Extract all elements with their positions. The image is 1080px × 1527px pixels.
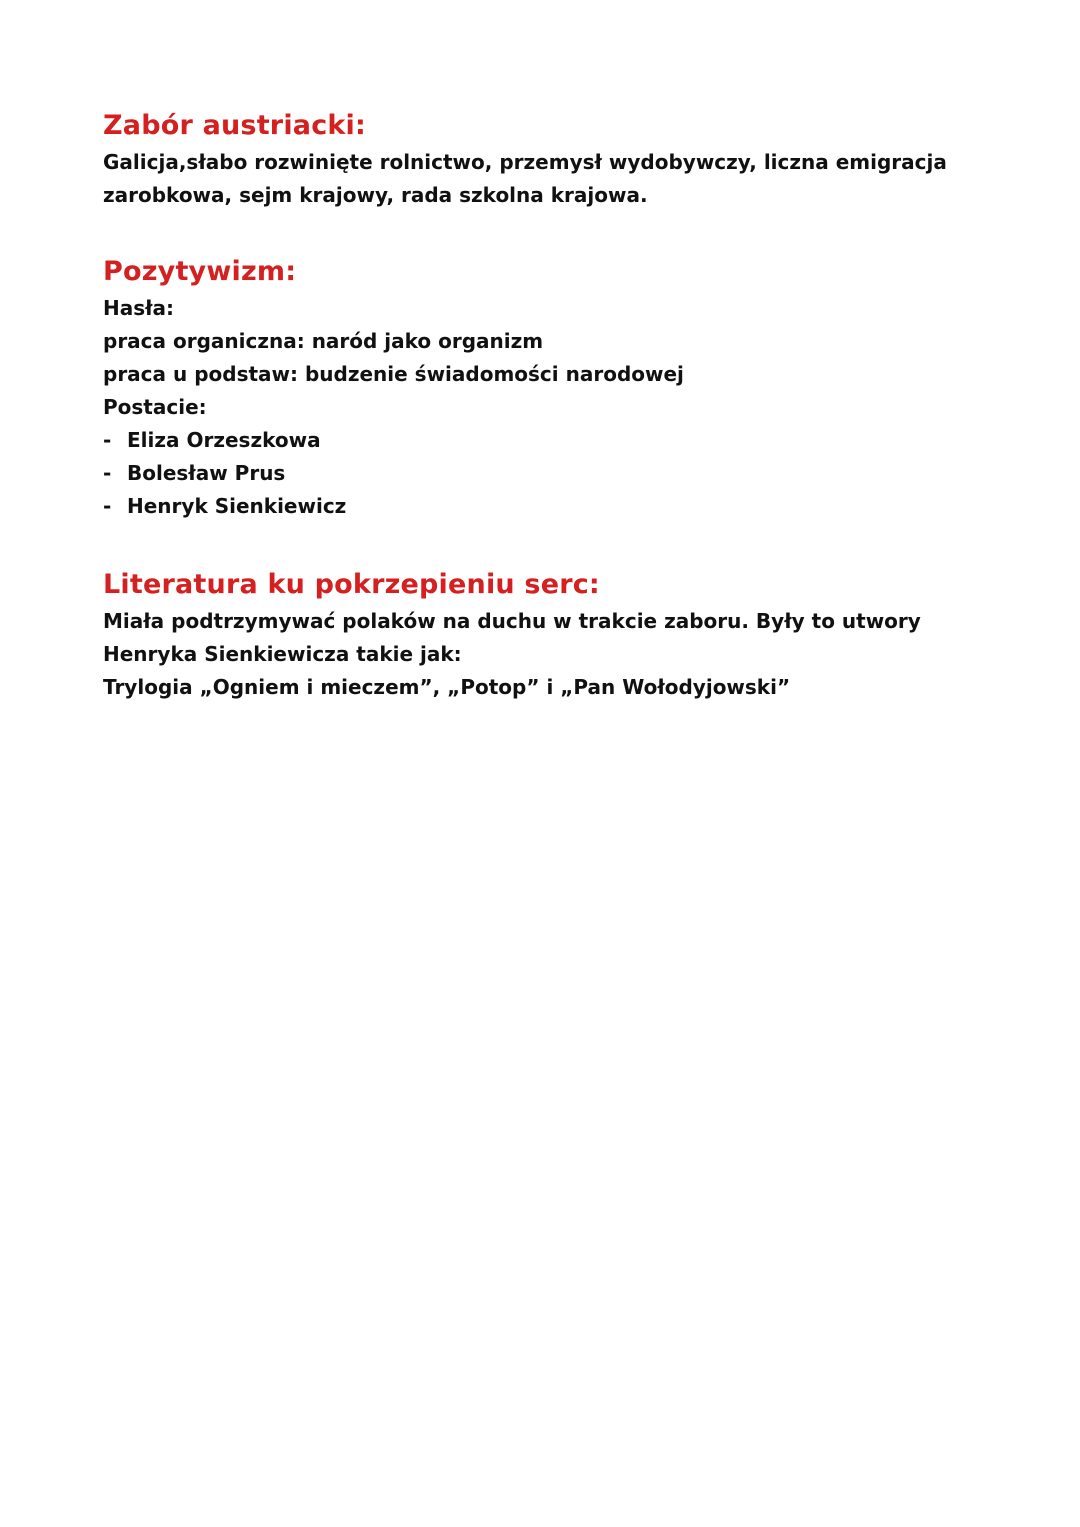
- paragraph-line: Galicja,słabo rozwinięte rolnictwo, przemysł wydobywczy, liczna emigracja: [103, 150, 947, 174]
- list-marker: -: [103, 428, 112, 452]
- paragraph-line: Miała podtrzymywać polaków na duchu w trakcie zaboru. Były to utwory: [103, 609, 921, 633]
- list-item-text: Eliza Orzeszkowa: [127, 428, 321, 452]
- list-item: [103, 490, 1003, 523]
- paragraph-line: praca u podstaw: budzenie świadomości narodowej: [103, 362, 684, 386]
- paragraph-line: Trylogia „Ogniem i mieczem”, „Potop” i „Pan Wołodyjowski”: [103, 675, 791, 699]
- paragraph-line: praca organiczna: naród jako organizm: [103, 329, 544, 353]
- list-marker: -: [103, 461, 112, 485]
- section-pozytywizm: [103, 252, 1003, 523]
- figures-list: [103, 424, 1003, 523]
- list-item-text: Bolesław Prus: [127, 461, 286, 485]
- section-heading: Literatura ku pokrzepieniu serc:: [103, 569, 600, 600]
- paragraph-line: zarobkowa, sejm krajowy, rada szkolna krajowa.: [103, 183, 648, 207]
- section-zabor-austriacki: [103, 106, 1003, 212]
- list-marker: -: [103, 494, 112, 518]
- section-heading: Zabór austriacki:: [103, 110, 367, 141]
- section-heading: Pozytywizm:: [103, 256, 297, 287]
- list-item-text: Henryk Sienkiewicz: [127, 494, 347, 518]
- paragraph-line: Hasła:: [103, 296, 175, 320]
- paragraph-line: Postacie:: [103, 395, 207, 419]
- section-literatura: [103, 565, 1003, 704]
- paragraph-line: Henryka Sienkiewicza takie jak:: [103, 642, 462, 666]
- list-item: [103, 424, 1003, 457]
- document-content: [103, 106, 1003, 704]
- list-item: [103, 457, 1003, 490]
